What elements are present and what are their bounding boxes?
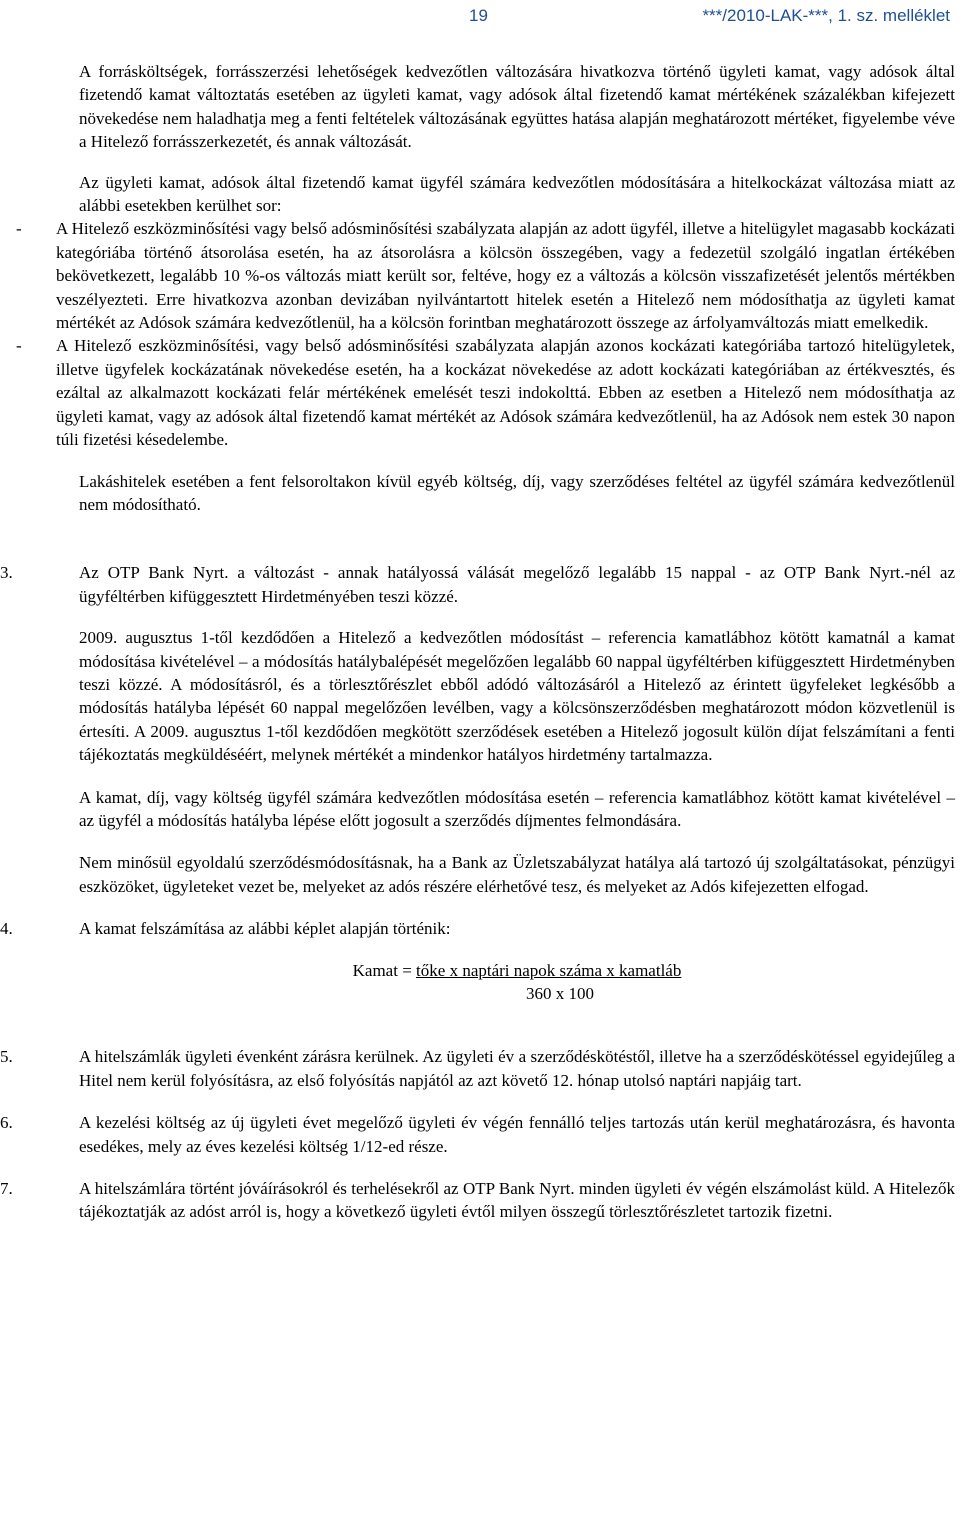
section-number: 7. [0, 1179, 13, 1199]
formula-numerator-line [79, 959, 955, 982]
section-number: 5. [0, 1047, 13, 1067]
section-number: 4. [0, 919, 13, 939]
formula-denominator: 360 x 100 [526, 984, 594, 1003]
bullet-dash: - [16, 219, 22, 239]
formula-prefix: Kamat = [352, 960, 417, 980]
paragraph-nem-minosul: Nem minősül egyoldalú szerződésmódosításnak, ha a Bank az Üzletszabályzat hatálya alá tartozó új szolgáltatásokat, pénzügyi eszközöket, ügyleteket vezet be, melyeket az adós részére elérhetővé tesz, és melyeket az Adós kifejezetten elfogad. [79, 853, 955, 896]
section-number: 6. [0, 1113, 13, 1133]
document-reference: ***/2010-LAK-***, 1. sz. melléklet [702, 6, 950, 25]
bullet-text: A Hitelező eszközminősítési vagy belső adósminősítési szabályzata alapján az adott ügyfél, illetve a hitelügylet magasabb kockázati kategóriába történő átsorolása esetén, ha az átsorolásra a kölcsön összegében, vagy a fedezetül szolgáló ingatlan értékében bekövetkezett, legalább 10 %-os változás miatt került sor, feltéve, hogy ez a változás a kölcsön visszafizetését jelentős mértékben veszélyezteti. Erre hivatkozva azonban devizában nyilvántartott hitelek esetén a Hitelező nem módosíthatja az ügyleti kamat mértékét az Adósok számára kedvezőtlenül, ha a kölcsön forintban meghatározott összege az árfolyamváltozás miatt emelkedik. [56, 219, 955, 333]
section-text: A kamat felszámítása az alábbi képlet alapján történik: [79, 919, 451, 939]
section-text: A kezelési költség az új ügyleti évet megelőző ügyleti év végén fennálló teljes tartozás után kerül meghatározásra, és havonta esedékes, mely az éves kezelési költség 1/12-ed része. [79, 1113, 955, 1156]
formula-numerator: tőke x naptári napok száma x kamatláb [416, 960, 682, 980]
section-text: A hitelszámlák ügyleti évenként zárásra kerülnek. Az ügyleti év a szerződéskötéstől, illetve ha a szerződéskötéssel egyidejűleg a Hitel nem kerül folyósításra, az első folyósítás napjától az azt követő 12. hónap utolsó naptári napjáig tart. [79, 1047, 955, 1090]
section-text: A hitelszámlára történt jóváírásokról és terhelésekről az OTP Bank Nyrt. minden ügyleti év végén elszámolást küld. A Hitelezők tájékoztatják az adóst arról is, hogy a következő ügyleti évtől milyen összegű törlesztőrészletet tartozik fizetni. [79, 1179, 955, 1222]
document-body [0, 60, 955, 1224]
section-3 [0, 561, 955, 608]
interest-formula [79, 959, 955, 1006]
page-number: 19 [469, 6, 488, 25]
section-6 [0, 1111, 955, 1158]
section-7 [0, 1177, 955, 1224]
section-5 [0, 1045, 955, 1092]
bullet-item [0, 334, 955, 451]
paragraph-hitelkockazat: Az ügyleti kamat, adósok által fizetendő kamat ügyfél számára kedvezőtlen módosítására a hitelkockázat változása miatt az alábbi esetekben kerülhet sor: [79, 172, 955, 216]
paragraph-kamat-modositas: A kamat, díj, vagy költség ügyfél számára kedvezőtlen módosítása esetén – referencia kamatlábhoz kötött kamat kivételével – az ügyfél a módosítás hatályba lépése előtt jogosult a szerződés díjmentes felmondására. [79, 787, 955, 830]
section-text: Az OTP Bank Nyrt. a változást - annak hatályossá válását megelőző legalább 15 nappal - az OTP Bank Nyrt.-nél az ügyféltérben kifüggesztett Hirdetményében teszi közzé. [79, 563, 955, 606]
paragraph-lakashitel: Lakáshitelek esetében a fent felsoroltakon kívül egyéb költség, díj, vagy szerződéses feltétel az ügyfél számára kedvezőtlenül nem módosítható. [79, 471, 955, 514]
bullet-dash: - [16, 336, 22, 356]
bullet-item [0, 217, 955, 334]
section-number: 3. [0, 563, 13, 583]
paragraph-2009: 2009. augusztus 1-től kezdődően a Hitelező a kedvezőtlen módosítást – referencia kamatlábhoz kötött kamatnál a kamat módosítása kivételével – a módosítás hatálybalépését megelőzően legalább 60 nappal ügyféltérben kifüggesztett Hirdetményben teszi közzé. A módosításról, és a törlesztőrészlet ebből adódó változásáról a Hitelező az érintett ügyfeleket legkésőbb a módosítás hatályba lépését 60 nappal megelőzően levélben, vagy a kölcsönszerződésben meghatározott módon közvetlenül is értesíti. A 2009. augusztus 1-től kezdődően megkötött szerződések esetében a Hitelező jogosult külön díjat felszámítani a fenti tájékoztatás megküldéséért, melynek mértékét a mindenkor hatályos hirdetmény tartalmazza. [79, 628, 955, 765]
paragraph-forraskoltseg: A forrásköltségek, forrásszerzési lehetőségek kedvezőtlen változására hivatkozva történő ügyleti kamat, vagy adósok által fizetendő kamat változtatás esetében az ügyleti kamat, vagy adósok által fizetendő kamat mértékének százalékban kifejezett növekedése nem haladhatja meg a fenti feltételek változásának együttes hatása alapján meghatározott mértéket, figyelembe véve a Hitelező forrásszerkezetét, és annak változását. [79, 62, 955, 152]
page-header [0, 0, 960, 40]
section-4 [0, 917, 955, 940]
bullet-text: A Hitelező eszközminősítési, vagy belső adósminősítési szabályzata alapján azonos kockázati kategóriába tartozó hitelügyletek, illetve ügyfelek kockázatának növekedése esetén, ha a kockázat növekedése az adott kockázati kategóriában az értékvesztés, és ezáltal az alkalmazott kockázati felár mértékének emelését teszi indokolttá. Ebben az esetben a Hitelező nem módosíthatja az ügyleti kamat, vagy az adósok által fizetendő kamat mértékét az Adósok számára kedvezőtlenül, ha az Adósok nem estek 30 napon túli fizetési késedelembe. [56, 336, 955, 450]
